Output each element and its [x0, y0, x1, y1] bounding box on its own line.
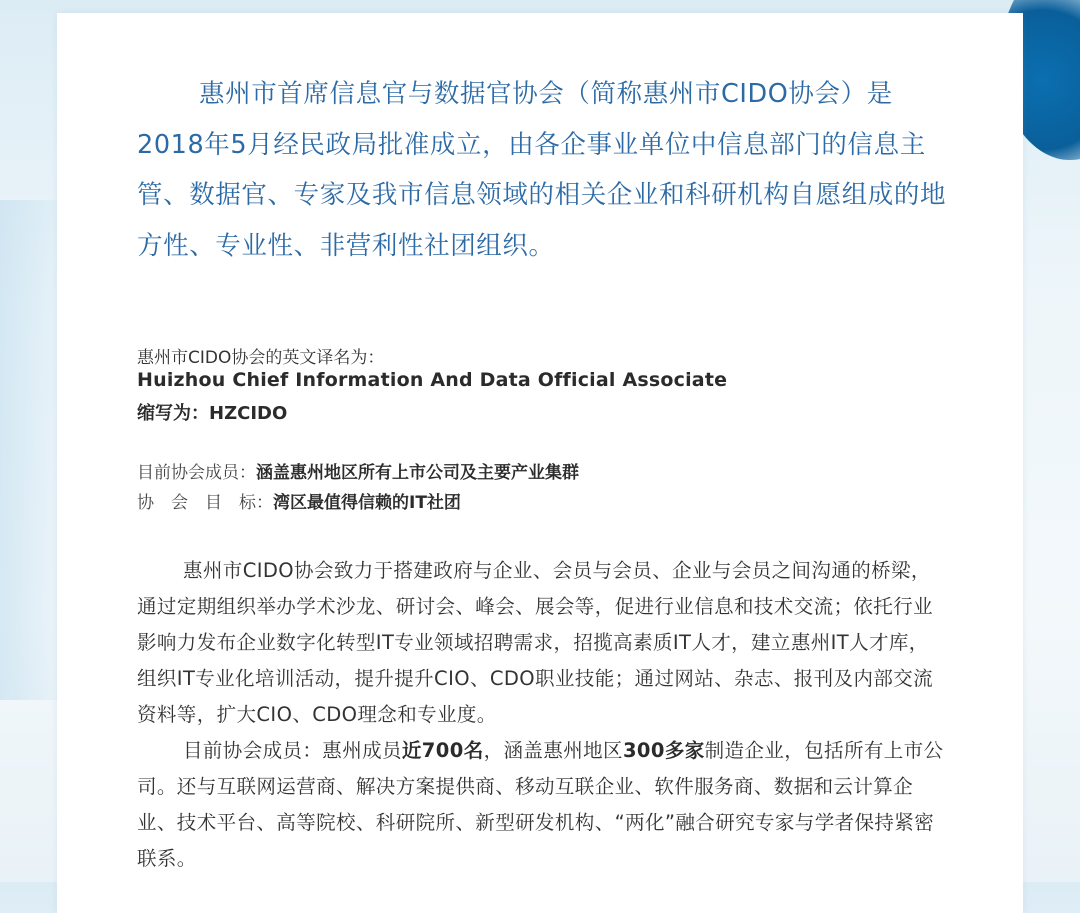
mission-paragraph: 惠州市CIDO协会致力于搭建政府与企业、会员与会员、企业与会员之间沟通的桥梁，通过定期组织举办学术沙龙、研讨会、峰会、展会等，促进行业信息和技术交流；依托行业影响力发布企业数字化转型IT专业领域招聘需求，招揽高素质IT人才，建立惠州IT人才库，组织IT专业化培训活动，提升提升CIO、CDO职业技能；通过网站、杂志、报刊及内部交流资料等，扩大CIO、CDO理念和专业度。	[137, 559, 934, 726]
english-name: Huizhou Chief Information And Data Official Associate	[137, 369, 728, 391]
membership-text-1: 目前协会成员：惠州成员	[183, 739, 402, 762]
member-count: 近700名	[401, 739, 484, 762]
goal-label: 协 会 目 标：	[137, 493, 273, 513]
members-value: 涵盖惠州地区所有上市公司及主要产业集群	[256, 463, 579, 483]
enterprise-count: 300多家	[622, 739, 705, 762]
goal-value: 湾区最值得信赖的IT社团	[273, 493, 461, 513]
membership-paragraph	[137, 733, 947, 877]
goal-line	[137, 488, 957, 513]
english-name-label: 惠州市CIDO协会的英文译名为：	[137, 348, 385, 368]
intro-paragraph: 惠州市首席信息官与数据官协会（简称惠州市CIDO协会）是2018年5月经民政局批准成立，由各企事业单位中信息部门的信息主管、数据官、专家及我市信息领域的相关企业和科研机构自愿组成的地方性、专业性、非营利性社团组织。	[137, 79, 947, 261]
members-label: 目前协会成员：	[137, 463, 256, 483]
content-card	[57, 13, 1023, 913]
members-line	[137, 458, 957, 483]
membership-text-3: 制造企业，包括所有上市公司。还与互联网运营商、解决方案提供商、移动互联企业、软件服务商、数据和云计算企业、技术平台、高等院校、科研院所、新型研发机构、“两化”融合研究专家与学者保持紧密联系。	[137, 739, 944, 870]
abbreviation: 缩写为：HZCIDO	[137, 403, 288, 424]
membership-text-2: ，涵盖惠州地区	[483, 739, 623, 762]
